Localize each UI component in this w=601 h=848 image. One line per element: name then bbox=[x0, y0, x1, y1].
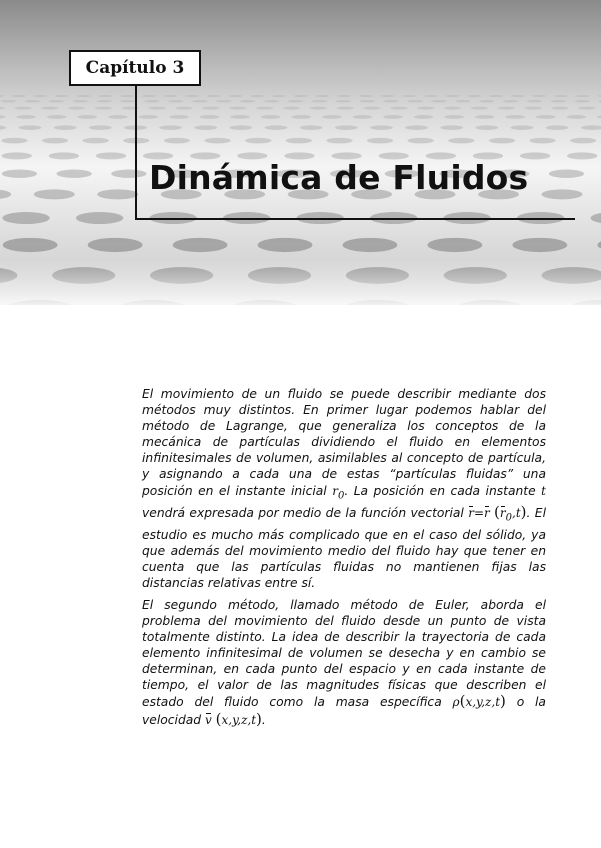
math-position-function: r=r $(r_0,t)$ bbox=[468, 503, 527, 524]
math-t: t bbox=[541, 483, 546, 498]
math-velocity: v (x,y,z,t) bbox=[205, 709, 262, 728]
paragraph-euler: El segundo método, llamado método de Euler, aborda el problema del movimiento del fluido desde un punto de vista totalmente distinto. La idea de describir la trayectoria de cada elemento infinitesimal de volumen se desecha y en cambio se determinan, en cada punto del espacio y en cada instante de tiempo, el valor de las magnitudes físicas que describen el estado del fluido como la masa específica ρ(x,y,z,t) o la velocidad v (x,y,z,t). bbox=[142, 597, 546, 728]
header-banner-image bbox=[0, 0, 601, 305]
header-vertical-rule bbox=[135, 86, 137, 220]
math-density: ρ(x,y,z,t) bbox=[452, 692, 506, 711]
chapter-title: Dinámica de Fluidos bbox=[149, 158, 529, 197]
paragraph-lagrange: El movimiento de un fluido se puede describir mediante dos métodos muy distintos. En primer lugar podemos hablar del método de Lagrange, que generaliza los conceptos de la mecánica de partículas dividiendo el fluido en elementos infinitesimales de volumen, asimilables al concepto de partícula, y asignando a cada una de estas “partículas fluidas” una posición en el instante inicial $r_0$. La posición en cada instante t vendrá expresada por medio de la función vectorial r=r $(r_0,t)$. El estudio es mucho más complicado que en el caso del sólido, ya que además del movimiento medio del fluido hay que tener en cuenta que las partículas fluidas no mantienen fijas las distancias relativas entre sí. bbox=[142, 387, 546, 590]
chapter-label: Capítulo 3 bbox=[69, 50, 201, 86]
body-text bbox=[142, 386, 546, 734]
header-horizontal-rule bbox=[135, 218, 575, 220]
math-r0: $r_0$ bbox=[332, 483, 345, 501]
fluid-surface-illustration bbox=[0, 0, 601, 305]
